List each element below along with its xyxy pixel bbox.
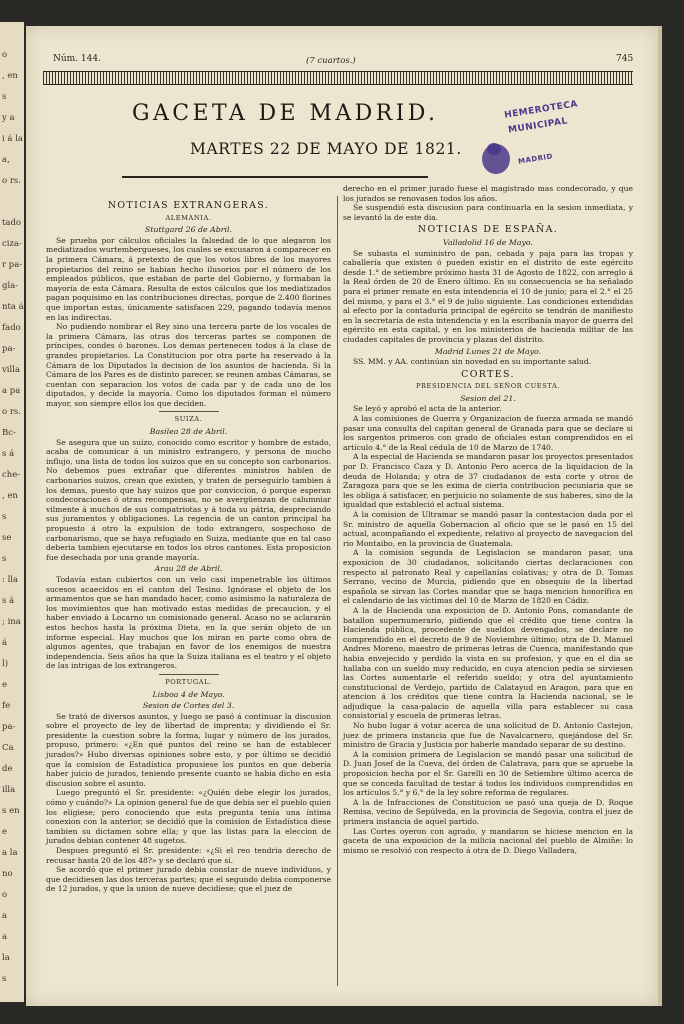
left-page-fragment: o rs. [2,176,21,186]
paragraph: SS. MM. y AA. continúan sin novedad en su importante salud. [353,357,592,367]
paragraph: A las comisiones de Guerra y Organizacion de fuerza armada se mandó pasar una consulta del capitan general de Granada para que se declare si los sargentos primeros con grado de oficiales estan comprendidos en el artículo 4.° de la Real cédula de 10 de Marzo de 1740. [343,414,633,452]
stamp-text-1: HEMEROTECA [503,99,579,121]
left-page-fragment: a, [2,155,10,165]
left-page-fragment: a [2,911,8,921]
dateline: Valladolid 16 de Mayo. [443,237,533,247]
left-page-fragment: l) [2,659,9,669]
paragraph: Despues preguntó el Sr. presidente: «¿Si el reo tendria derecho de recusar hasta 20 de los 48?» y se declaró que sí. [46,846,331,865]
left-page-fragment: s [2,554,7,564]
paragraph: No pudiendo nombrar el Rey sino una tercera parte de los vocales de la primera Cámara, las otras dos terceras partes se componen de príncipes, condes ó barones. Los demas pertenecen todos á la clase de grandes propietarios. La Constitucion por otra parte ha reservado á la Cámara de los Diputados la decision de los asuntos de hacienda. Si la Cámara de los Pares es de distinto parecer, se reunen ambas Cámaras, se cuentan con separacion los votos de cada par y de cada uno de los diputados, y decide la mayoría. Como los diputados forman el número mayor, son siempre ellos los que deciden. [46,322,331,408]
dateline: Stuttgard 26 de Abril. [145,225,232,235]
issue-number: Núm. 144. [53,54,101,64]
page-number: 745 [616,54,634,64]
section-rule [159,674,219,675]
left-page-fragment: s en [2,806,20,816]
left-page-fragment: o rs. [2,407,21,417]
left-page-fragment: Bc- [2,428,16,438]
left-page-fragment: illa [2,785,16,795]
left-page-fragment: r pa- [2,260,23,270]
paragraph: Todavía estan cubiertos con un velo casi impenetrable los últimos sucesos acaecidos en el canton del Tesino. Ignórase el objeto de los armamentos que se han mandado hacer, como asimismo la naturaleza de los movimientos que han motivado estas medidas de precaucion, y el haber enviado á Locarno un comisionado general. Acaso no se aclararán estos hechos hasta la próxima Dieta, en la que serán objeto de un informe especial. Hay muchos que los miran en parte como obra de algunos agentes, que trabajan en favor de los enemigos de nuestra independencia. Seis años ha que la Suiza italiana es el teatro y el objeto de las intrigas de los extrangeros. [46,574,331,671]
left-page-fragment: o [2,50,8,60]
paragraph: Luego preguntó el Sr. presidente: «¿Quién debe elegir los jurados, cómo y cuándo?» La opinion general fue de que debia ser el pueblo quien los eligiese; pero conociendo que esta pregunta tenia una íntima conexion con la anterior, se decidió que la comision de Estadística diese tambien su dictamen sobre ella; y que las listas para la eleccion de jurados debian contener 48 sugetos. [46,788,331,846]
dateline: Arau 28 de Abril. [154,564,223,574]
dateline: Basilea 28 de Abril. [149,427,228,437]
adjacent-page-edge [0,22,24,1002]
left-page-fragment: : lla [2,575,19,585]
dateline: Lisboa 4 de Mayo. [152,689,225,699]
paragraph: Se trató de diversos asuntos, y luego se pasó á continuar la discusion sobre el proyecto de ley de libertad de imprenta; y dividiendo el Sr. presidente la cuestion sobre la forma, lugar y número de los jurados, propuso, primero: «¿En qué puntos del reino se han de establecer jurados?» Hubo diversas opiniones sobre esto, y por último se decidió que la comision de Estadística propusiese los puntos en que debería haber juicio de jurados, teniendo presente cuanto se habia dicho en esta discusion sobre el asunto. [46,711,331,788]
left-page-fragment: pa- [2,722,16,732]
paragraph: Las Cortes oyeron con agrado, y mandaron se hiciese mencion en la gaceta de una exposicion de la milicia nacional del pueblo de Almiñe: lo mismo se resolvió con respecto á otra de D. Diego Valladera, [343,826,633,855]
left-page-fragment: s [2,92,7,102]
left-page-fragment: nta á [2,302,24,312]
left-page-fragment: fado [2,323,21,333]
section-heading: CORTES. [461,368,515,380]
left-page-fragment: ciza- [2,239,22,249]
subsection-heading: SUIZA. [174,415,203,424]
stamp-text-2: MUNICIPAL [507,116,569,136]
column-divider [337,196,338,986]
dateline: Sesion de Cortes del 3. [142,701,235,711]
left-page-fragment: a la [2,848,18,858]
subsection-heading: PORTUGAL. [165,677,212,686]
paragraph: A la comision de Ultramar se mandó pasar la contestacion dada por el Sr. ministro de aquella Gobernacion al oficio que se le pasó en 15 del actual, acompañando el expediente, relativo al proyecto de navegacion del rio Montaibo, en la provincia de Guatemala. [343,510,633,548]
left-page-fragment: tado [2,218,22,228]
left-page-fragment: Ca [2,743,14,753]
left-page-fragment: s á [2,449,15,459]
paragraph: A la de Infracciones de Constitucion se pasó una queja de D. Roque Remisa, vecino de Sepúlveda, en la provincia de Segovia, contra el juez de primera instancia de aquel partido. [343,797,633,826]
page-edge [658,26,662,1006]
left-page-fragment: s á [2,596,15,606]
paragraph: Se suspendió esta discusion para continuarla en la sesion inmediata, y se levantó la de este dia. [343,203,633,222]
newspaper-page [26,26,658,1006]
left-page-fragment: villa [2,365,21,375]
subsection-heading: ALEMANIA. [165,213,212,222]
paragraph: derecho en el primer jurado fuese el magistrado mas condecorado, y que los jurados se renovasen todos los años. [343,184,633,203]
left-page-fragment: fe [2,701,11,711]
left-page-fragment: , en [2,491,18,501]
left-page-fragment: la [2,953,10,963]
newspaper-title: GACETA DE MADRID. [132,101,439,126]
left-page-fragment: i á la [2,134,23,144]
paragraph: A la de Hacienda una exposicion de D. Antonio Pons, comandante de batallon supernumerario, pidiendo que el crédito que tiene contra la Hacienda pública, procedente de sueldos devengados, se declare no comprendido en el decreto de 9 de Noviembre último; otra de D. Manuel Andres Moreno, maestro de primeras letras de Cuenca, manifestando que habia envejecido y perdido la vista en su profesion, y que en el dia se hallaba con un sueldo muy reducido, en cuya atencion pedia se sirviesen las Cortes aumentarle el referido sueldo; y otra del ayuntamiento constitucional de Verdejo, partido de Calatayud en Aragon, para que en atencion á los créditos que tiene contra la Hacienda nacional, se le adjudique la casa-palacio de aquella villa para establecer su casa consistorial y escuela de primeras letras. [343,605,633,721]
paragraph: Se asegura que un suizo, conocido como escritor y hombre de estado, acaba de comunicar á un ministro extrangero, y persona de mucho influjo, una lista de todos los suizos que en su concepto son carbonarios. No debemos pues extrañar que diferentes ministros hablen de carbonarios suizos, crean que existen, y traten de perseguirlo tambien á los demas, puesto que hay suizos que por conviccion, ó porque esperan condecoraciones ó otras recompensas, no se avergüenzan de calumniar vilmente á muchos de sus compatriotas y á toda su pátria, despreciando sus juramentos y obligaciones. La regencia de un canton principal ha propuesto á otro la expulsion de todo extrangero, sospechoso de carbonarismo, que se haya refugiado en Suiza, mediante que en tal caso deberia tambien ejecutarse en todos los otros cantones. Esta proposicion fue desechada por una grande mayoría. [46,437,331,562]
masthead-ornament [43,71,633,85]
library-stamp [476,101,596,191]
paragraph: No hubo lugar á votar acerca de una solicitud de D. Antonio Castejon, juez de primera instancia que fue de Navalcarnero, quejándose del Sr. ministro de Gracia y Justicia por haberle mandado separar de su destino. [343,721,633,750]
left-page-fragment: e [2,827,8,837]
left-page-fragment: s [2,512,7,522]
left-page-fragment: che- [2,470,21,480]
left-page-fragment: a [2,932,8,942]
left-page-fragment: o [2,890,8,900]
left-page-fragment: y a [2,113,15,123]
paragraph: Se acordó que el primer jurado debia constar de nueve individuos, y que decidiesen las dos terceras partes; que el segundo debia componerse de 12 jurados, y que la union de nueve decidiese; que el juez de [46,865,331,894]
paragraph: Se leyó y aprobó el acta de la anterior. [353,404,502,414]
left-page-fragment: e [2,680,8,690]
section-heading: NOTICIAS DE ESPAÑA. [417,224,559,236]
left-page-fragment: s [2,974,7,984]
left-page-fragment: pa- [2,344,16,354]
right-column [343,184,633,855]
paragraph: Se prueba por cálculos oficiales la falsedad de lo que alegaron los mediatizados wurtembergueses, los cuales se excusaron á comparecer en la primera Cámara, á pretexto de que los votos libres de los mayores propietarios del reino se habian hecho ilusorios por el número de los empleados públicos, que estaban de parte del Gobierno, y formaban la mayoría de esta Cámara. Resulta de estos cálculos que los mediatizados pagan poquísimo en las contribuciones directas, porque de 2.400 florines que importan estas, únicamente satisfacen 229, pagando todavía menos en las indirectas. [46,235,331,322]
date-rule [122,176,428,178]
left-column [46,198,331,894]
price: (7 cuartos.) [306,56,356,66]
stamp-text-3: MADRID [517,152,554,166]
section-rule [159,411,219,412]
left-page-fragment: no [2,869,13,879]
issue-date: MARTES 22 DE MAYO DE 1821. [190,140,462,158]
left-page-fragment: gla- [2,281,19,291]
left-page-fragment: á [2,638,8,648]
dateline: Sesion del 21. [460,393,516,403]
left-page-fragment: de [2,764,13,774]
left-page-fragment: se [2,533,12,543]
paragraph: A la especial de Hacienda se mandaron pasar los proyectos presentados por D. Francisco Caza y D. Antonio Pero acerca de la liquidacion de la deuda de Holanda; y otra de 37 ciudadanos de esta corte y otros de Zaragoza para que se les exima de cierta contribucion pecuniaria que se les obliga á satisfacer, en perjuicio no solamente de sus haberes, sino de la igualdad que estableció el actual sistema. [343,452,633,510]
paragraph: A la comision segunda de Legislacion se mandaron pasar, una exposicion de 30 ciudadanos, solicitando ciertas declaraciones con respecto al patronato Real y capellanías colativas; y otra de D. Tomas Serrano, vecino de Murcia, pidiendo que en obsequio de la libertad española se sirvan las Cortes mandar que se haga mencion honorífica en el calendario de las víctimas del 10 de Marzo de 1820 en Cádiz. [343,548,633,606]
subsection-heading: PRESIDENCIA DEL SEÑOR CUESTA. [415,382,561,391]
paragraph: Se subasta el suministro de pan, cebada y paja para las tropas y caballería que existen ó pueden existir en el distrito de este egército desde 1.° de setiembre próximo hasta 31 de Agosto de 1822, con arreglo á la Real órden de 20 de Enero último. En su consecuencia se ha señalado para el primer remate en esta intendencia el 10 de junio; para el 2.° el 25 del mismo, y para el 3.° el 9 de julio siguiente. Las condiciones extendidas al efecto por la contaduría principal de egército se tendrán de manifiesto en la secretaría de esta intendencia y en la escribanía mayor de guerra del egército en esta capital, y en los ministerios de hacienda militar de las ciudades capitales de provincia y plazas del distrito. [343,248,633,344]
section-heading: NOTICIAS EXTRANGERAS. [107,200,270,211]
left-page-fragment: a pa [2,386,21,396]
left-page-fragment: , en [2,71,18,81]
dateline: Madrid Lunes 21 de Mayo. [434,346,542,356]
left-page-fragment: ; ina [2,617,21,627]
paragraph: A la comision primera de Legislacion se mandó pasar una solicitud de D. Juan Josef de la Cueva, del órden de Calatrava, para que se apruebe la proposicion hecha por el Sr. Garelli en 30 de Setiembre último acerca de que se conceda facultad de testar á todos los individuos comprendidos en los artículos 5.° y 6.° de la ley sobre reforma de regulares. [343,749,633,798]
